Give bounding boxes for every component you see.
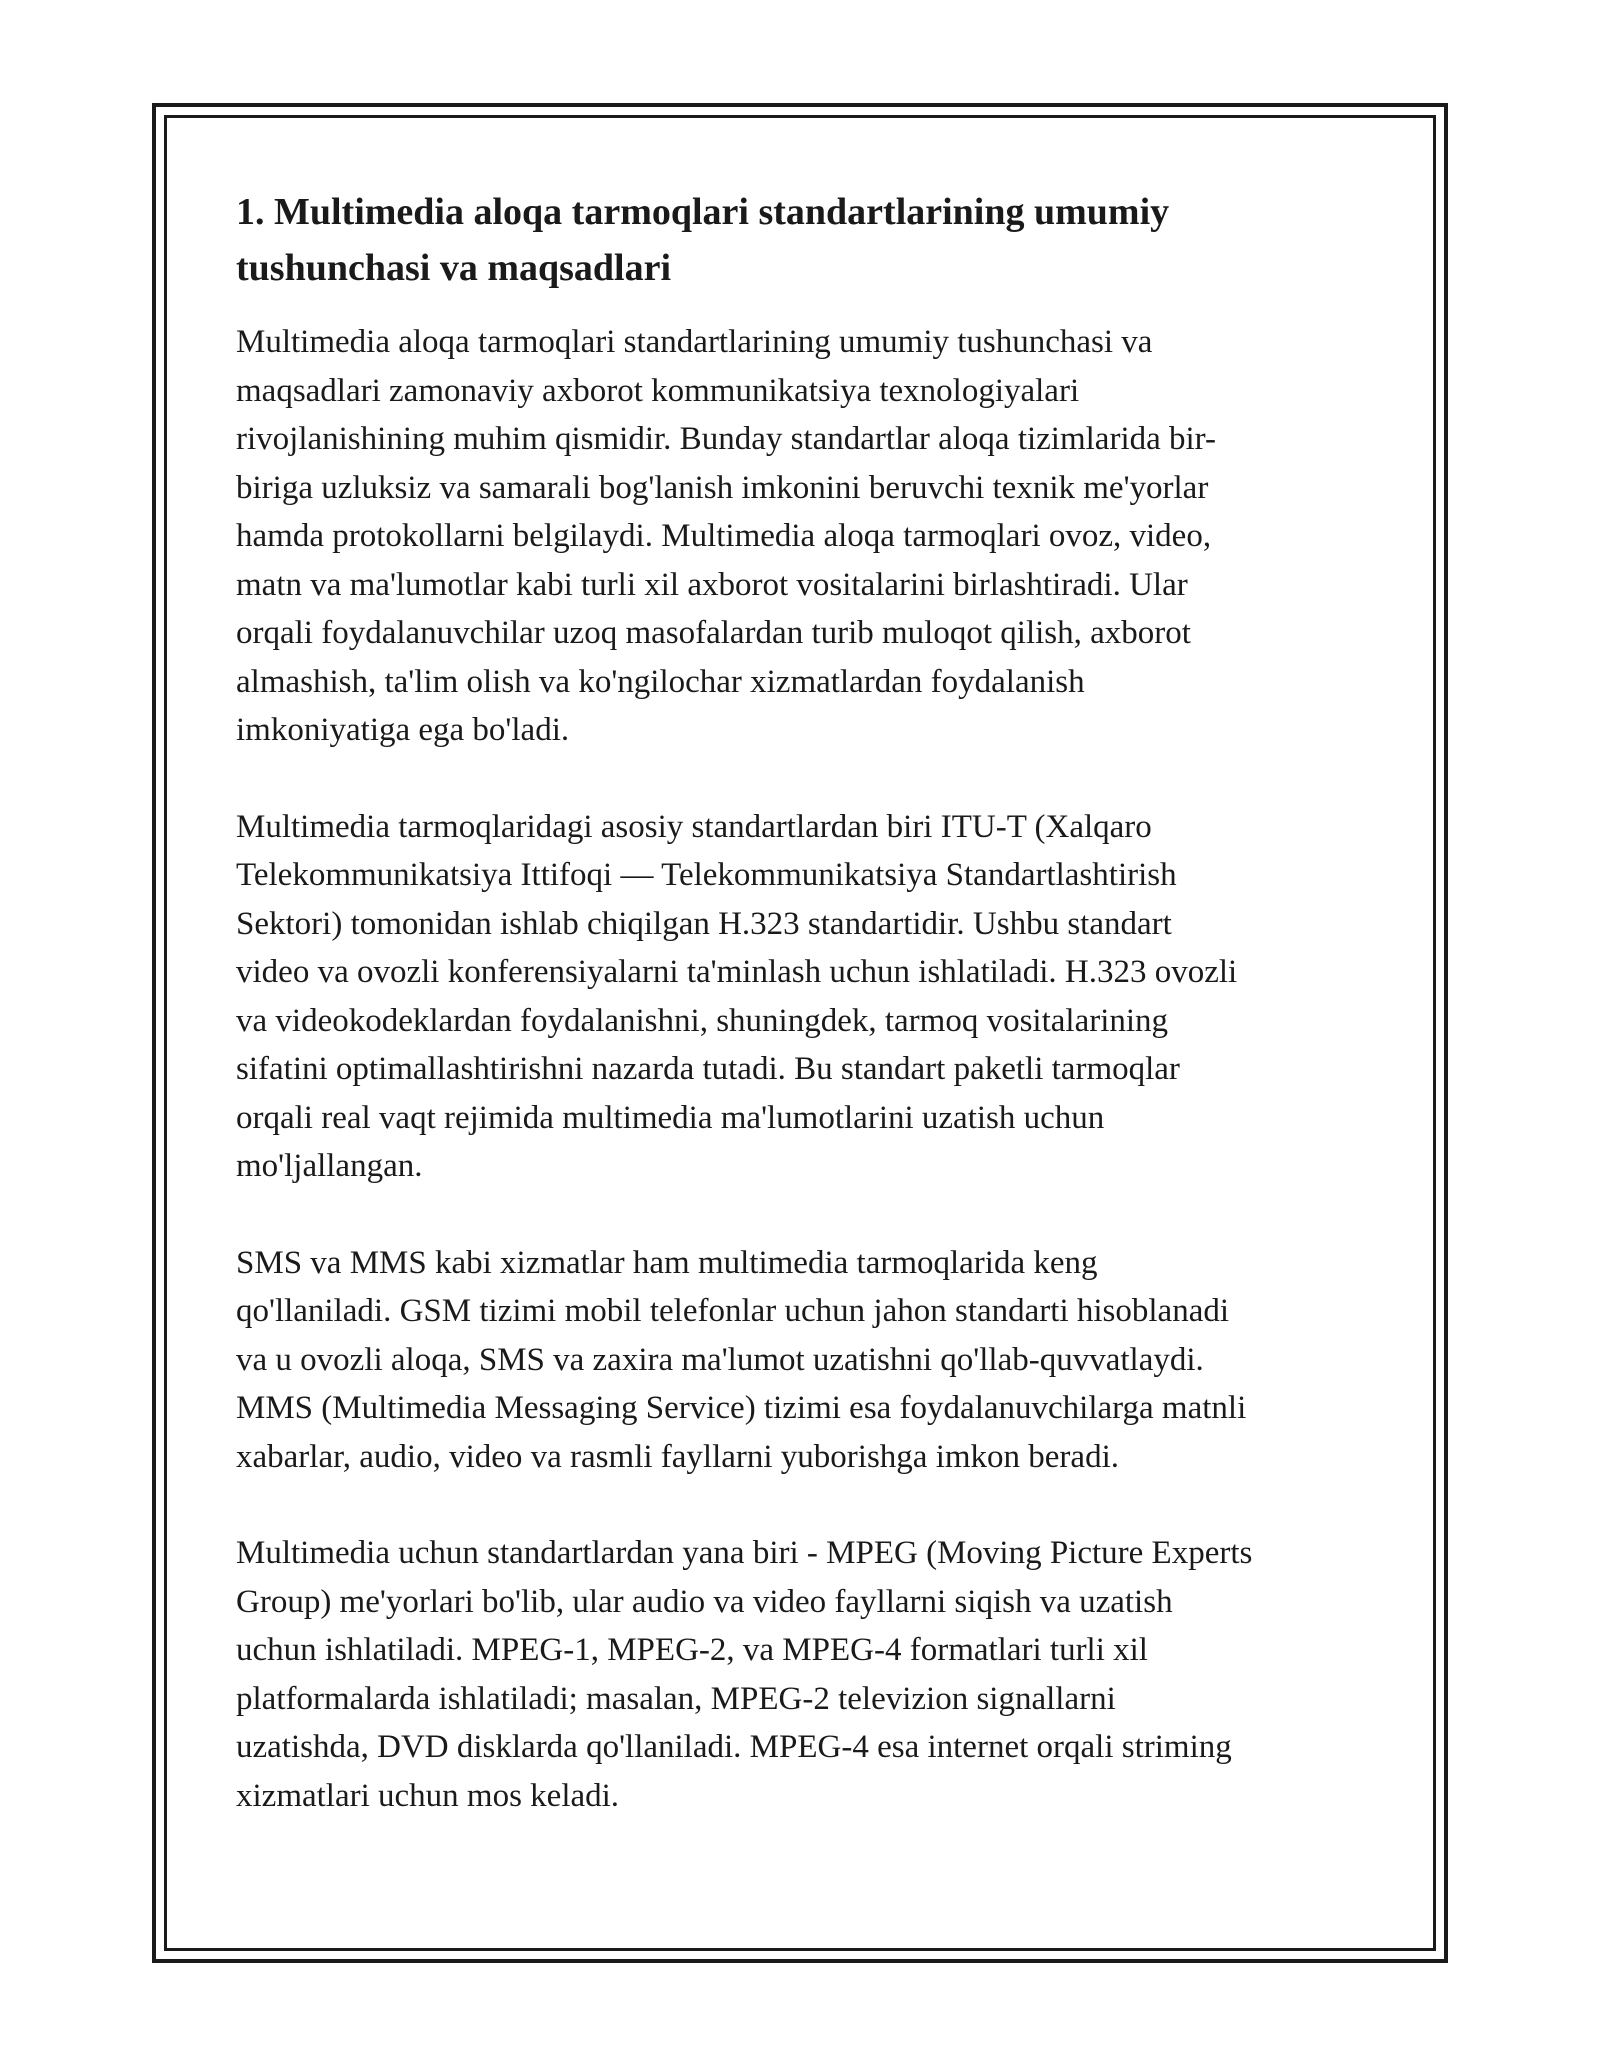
- text-line: Group) me'yorlari bo'lib, ular audio va video fayllarni siqish va uzatish: [236, 1583, 1173, 1620]
- heading-line: tushunchasi va maqsadlari: [236, 247, 672, 289]
- text-line: Telekommunikatsiya Ittifoqi — Telekommunikatsiya Standartlashtirish: [236, 857, 1177, 893]
- text-line: qo'llaniladi. GSM tizimi mobil telefonlar uchun jahon standarti hisoblanadi: [236, 1293, 1230, 1329]
- text-line: matn va ma'lumotlar kabi turli xil axborot vositalarini birlashtiradi. Ular: [236, 566, 1188, 603]
- text-line: uzatishda, DVD disklarda qo'llaniladi. MPEG-4 esa internet orqali striming: [236, 1729, 1232, 1765]
- text-line: imkoniyatiga ega bo'ladi.: [236, 712, 570, 748]
- text-line: mo'ljallangan.: [236, 1148, 423, 1184]
- text-line: biriga uzluksiz va samarali bog'lanish imkonini beruvchi texnik me'yorlar: [236, 469, 1209, 506]
- text-line: Sektori) tomonidan ishlab chiqilgan H.323 standartidir. Ushbu standart: [236, 905, 1172, 942]
- text-line: orqali real vaqt rejimida multimedia ma'lumotlarini uzatish uchun: [236, 1099, 1105, 1136]
- text-line: orqali foydalanuvchilar uzoq masofalardan turib muloqot qilish, axborot: [236, 615, 1191, 651]
- text-line: rivojlanishining muhim qismidir. Bunday standartlar aloqa tizimlarida bir-: [236, 421, 1216, 457]
- text-line: almashish, ta'lim olish va ko'ngilochar xizmatlardan foydalanish: [236, 663, 1085, 700]
- paragraph-intro: [236, 318, 1376, 755]
- text-line: xizmatlari uchun mos keladi.: [236, 1777, 620, 1814]
- text-line: uchun ishlatiladi. MPEG-1, MPEG-2, va MPEG-4 formatlari turli xil: [236, 1632, 1148, 1668]
- text-line: va u ovozli aloqa, SMS va zaxira ma'lumot uzatishni qo'llab-quvvatlaydi.: [236, 1341, 1204, 1378]
- text-line: MMS (Multimedia Messaging Service) tizimi esa foydalanuvchilarga matnli: [236, 1390, 1247, 1426]
- text-line: Multimedia tarmoqlaridagi asosiy standartlardan biri ITU-T (Xalqaro: [236, 808, 1152, 845]
- document-content: [236, 184, 1376, 1868]
- section-heading: [236, 184, 1376, 296]
- text-line: maqsadlari zamonaviy axborot kommunikatsiya texnologiyalari: [236, 372, 1080, 409]
- text-line: sifatini optimallashtirishni nazarda tutadi. Bu standart paketli tarmoqlar: [236, 1051, 1180, 1087]
- paragraph-h323: [236, 803, 1376, 1191]
- heading-line: 1. Multimedia aloqa tarmoqlari standartlarining umumiy: [236, 191, 1170, 233]
- text-line: video va ovozli konferensiyalarni ta'minlash uchun ishlatiladi. H.323 ovozli: [236, 954, 1238, 990]
- text-line: Multimedia aloqa tarmoqlari standartlarining umumiy tushunchasi va: [236, 324, 1153, 360]
- text-line: hamda protokollarni belgilaydi. Multimedia aloqa tarmoqlari ovoz, video,: [236, 518, 1212, 554]
- text-line: SMS va MMS kabi xizmatlar ham multimedia tarmoqlarida keng: [236, 1244, 1098, 1281]
- text-line: platformalarda ishlatiladi; masalan, MPEG-2 televizion signallarni: [236, 1680, 1116, 1717]
- paragraph-sms-mms: [236, 1239, 1376, 1482]
- text-line: Multimedia uchun standartlardan yana biri - MPEG (Moving Picture Experts: [236, 1535, 1253, 1571]
- paragraph-mpeg: [236, 1529, 1376, 1820]
- text-line: va videokodeklardan foydalanishni, shuningdek, tarmoq vositalarining: [236, 1002, 1169, 1039]
- text-line: xabarlar, audio, video va rasmli fayllarni yuborishga imkon beradi.: [236, 1438, 1119, 1475]
